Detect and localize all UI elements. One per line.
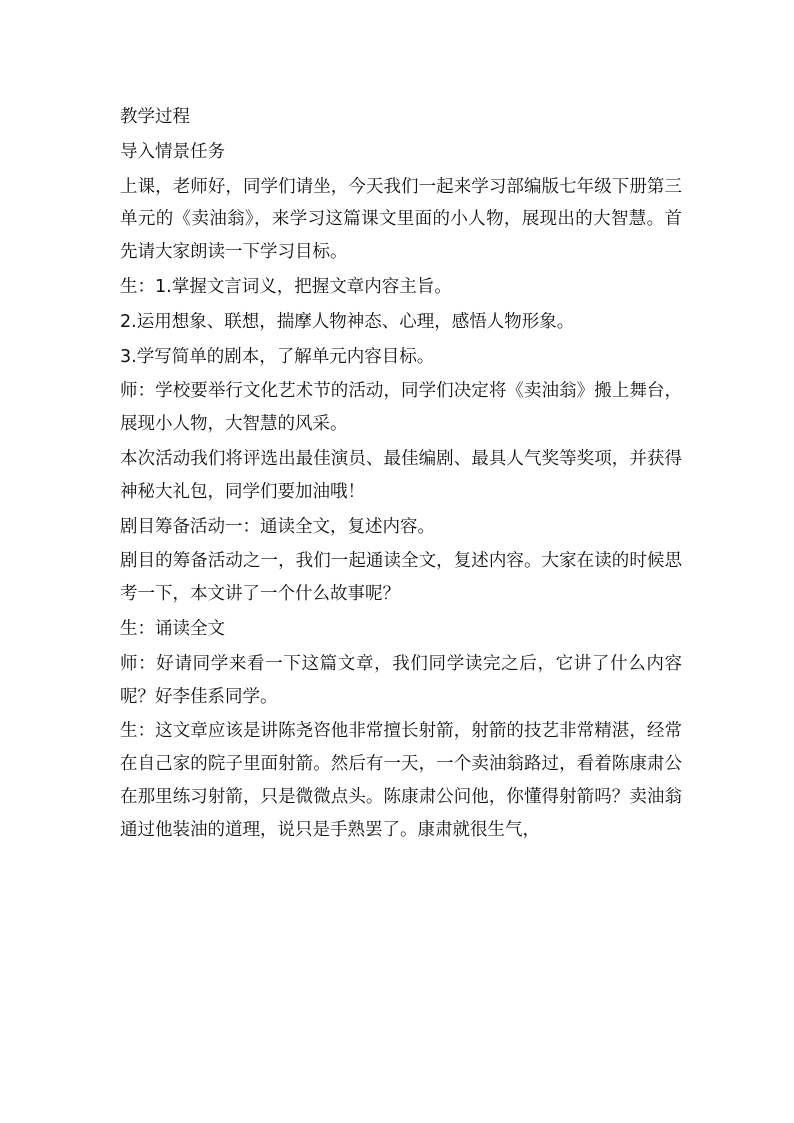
paragraph-intro: 上课，老师好，同学们请坐，今天我们一起来学习部编版七年级下册第三单元的《卖油翁》，来学习这篇课文里面的小人物，展现出的大智慧。首先请大家朗读一下学习目标。 bbox=[120, 176, 682, 263]
section-heading-teaching-process: 教学过程 bbox=[120, 107, 190, 127]
paragraph-goal-2: 2.运用想象、联想，揣摩人物神态、心理，感悟人物形象。 bbox=[120, 311, 575, 332]
document-body bbox=[120, 101, 682, 849]
paragraph-activity-one: 剧目筹备活动一：通读全文，复述内容。 bbox=[120, 516, 435, 537]
paragraph-goal-3: 3.学写简单的剧本，了解单元内容目标。 bbox=[120, 346, 435, 367]
paragraph-activity-one-detail: 剧目的筹备活动之一，我们一起通读全文，复述内容。大家在读的时候思考一下，本文讲了一个什么故事呢？ bbox=[120, 551, 682, 605]
paragraph-goal-1: 生：1.掌握文言词义，把握文章内容主旨。 bbox=[120, 276, 452, 297]
paragraph-student-reading: 生：诵读全文 bbox=[120, 618, 225, 639]
paragraph-teacher-festival: 师：学校要举行文化艺术节的活动，同学们决定将《卖油翁》搬上舞台，展现小人物，大智慧的风采。 bbox=[120, 381, 682, 435]
paragraph-student-answer: 生：这文章应该是讲陈尧咨他非常擅长射箭，射箭的技艺非常精湛，经常在自己家的院子里面射箭。然后有一天，一个卖油翁路过，看着陈康肃公在那里练习射箭，只是微微点头。陈康肃公问他，你懂得射箭吗？卖油翁通过他装油的道理，说只是手熟罢了。康肃就很生气， bbox=[120, 721, 682, 840]
paragraph-awards: 本次活动我们将评选出最佳演员、最佳编剧、最具人气奖等奖项，并获得神秘大礼包，同学们要加油哦！ bbox=[120, 448, 682, 502]
paragraph-teacher-question: 师：好请同学来看一下这篇文章，我们同学读完之后，它讲了什么内容呢？好李佳系同学。 bbox=[120, 653, 682, 707]
section-heading-intro-task: 导入情景任务 bbox=[120, 141, 225, 162]
